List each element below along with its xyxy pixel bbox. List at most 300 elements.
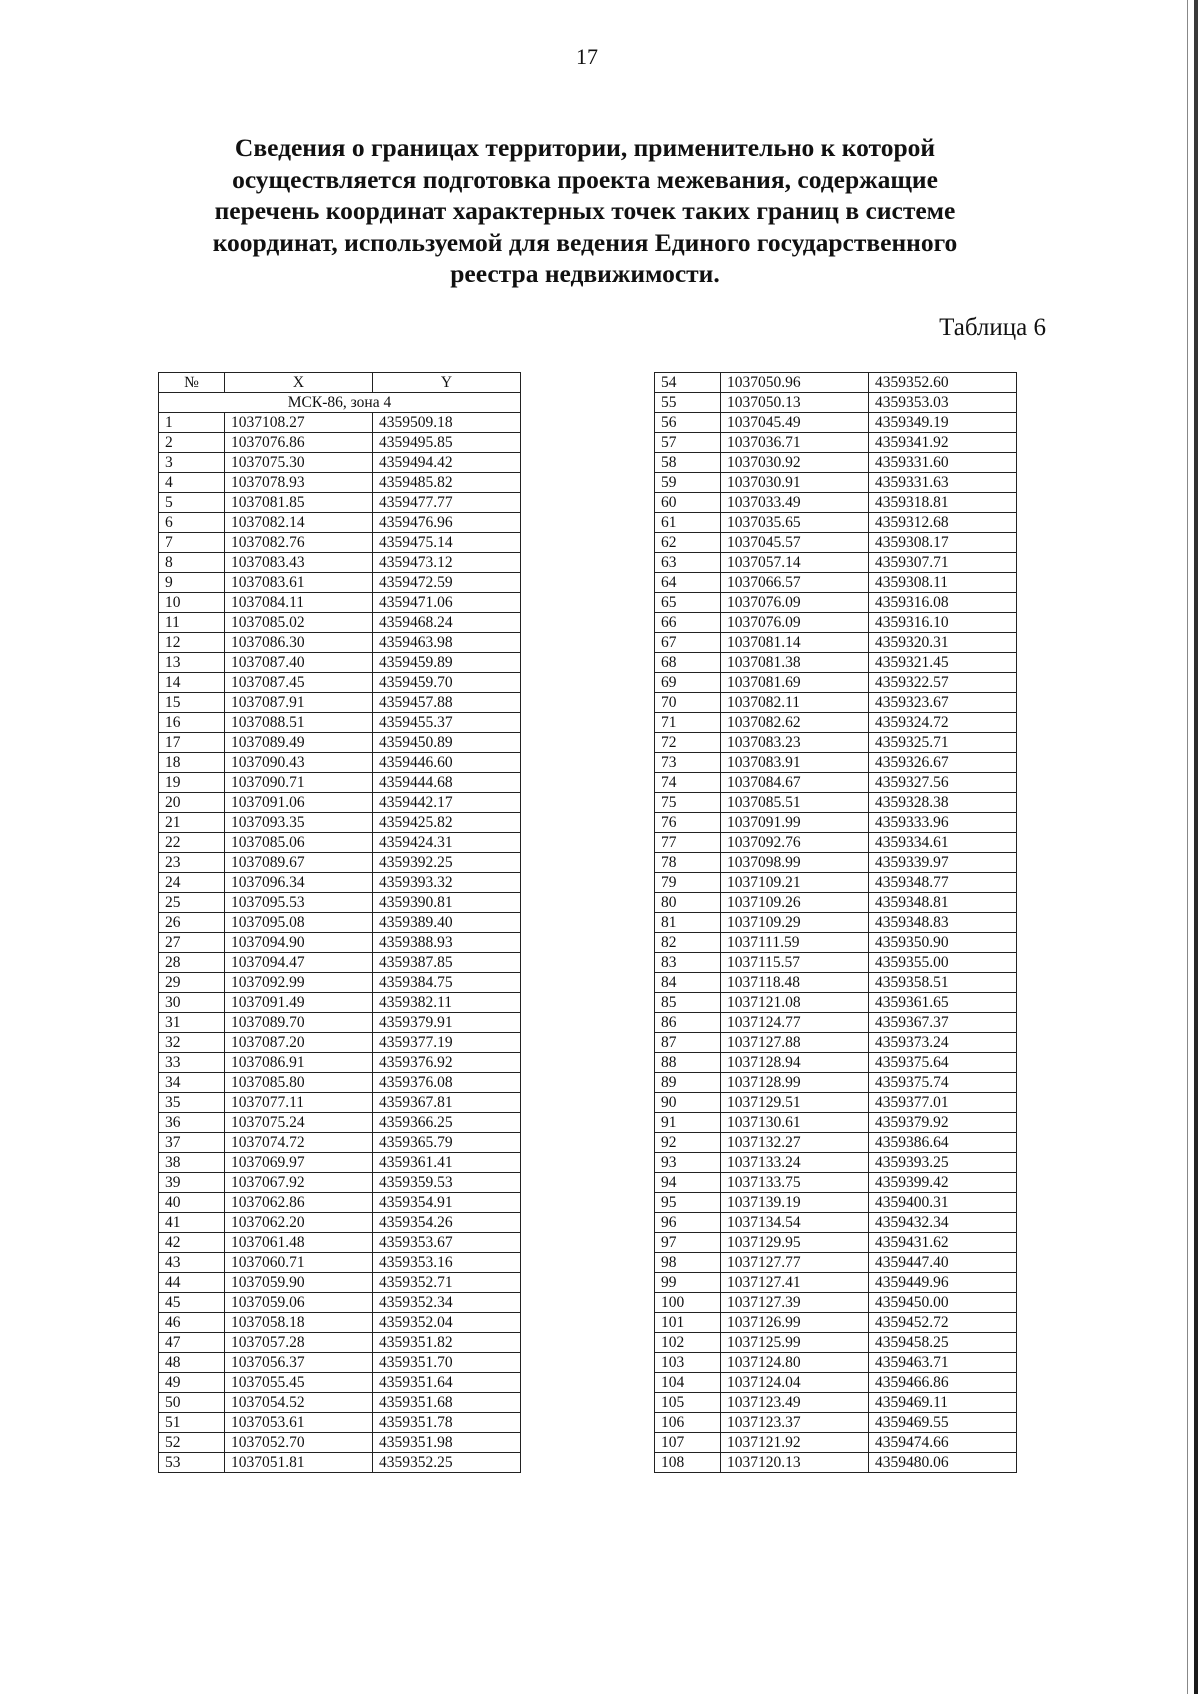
table-row — [159, 1073, 521, 1093]
table-row — [655, 973, 1017, 993]
point-number: 56 — [655, 413, 721, 433]
table-row — [655, 1013, 1017, 1033]
coord-x: 1037035.65 — [721, 513, 869, 533]
coord-y: 4359392.25 — [373, 853, 521, 873]
coordinates-table-right — [654, 372, 1017, 1473]
point-number: 54 — [655, 373, 721, 393]
coord-x: 1037053.61 — [225, 1413, 373, 1433]
coord-y: 4359450.89 — [373, 733, 521, 753]
point-number: 43 — [159, 1253, 225, 1273]
coord-x: 1037123.37 — [721, 1413, 869, 1433]
point-number: 31 — [159, 1013, 225, 1033]
point-number: 76 — [655, 813, 721, 833]
coord-x: 1037128.94 — [721, 1053, 869, 1073]
coord-y: 4359331.60 — [869, 453, 1017, 473]
table-row — [159, 1093, 521, 1113]
table-body-right — [655, 373, 1017, 1473]
table-row — [159, 1353, 521, 1373]
coord-y: 4359388.93 — [373, 933, 521, 953]
point-number: 46 — [159, 1313, 225, 1333]
coord-x: 1037092.99 — [225, 973, 373, 993]
coord-x: 1037058.18 — [225, 1313, 373, 1333]
coord-y: 4359458.25 — [869, 1333, 1017, 1353]
document-title — [150, 132, 1020, 290]
coord-x: 1037120.13 — [721, 1453, 869, 1473]
point-number: 95 — [655, 1193, 721, 1213]
point-number: 91 — [655, 1113, 721, 1133]
table-row — [159, 1213, 521, 1233]
point-number: 21 — [159, 813, 225, 833]
point-number: 16 — [159, 713, 225, 733]
coord-y: 4359328.38 — [869, 793, 1017, 813]
point-number: 4 — [159, 473, 225, 493]
coord-y: 4359459.89 — [373, 653, 521, 673]
table-row — [655, 653, 1017, 673]
point-number: 6 — [159, 513, 225, 533]
coord-x: 1037082.11 — [721, 693, 869, 713]
point-number: 72 — [655, 733, 721, 753]
coord-x: 1037076.09 — [721, 593, 869, 613]
coord-x: 1037030.92 — [721, 453, 869, 473]
point-number: 11 — [159, 613, 225, 633]
table-row — [159, 453, 521, 473]
scan-edge-line — [1187, 0, 1188, 1694]
coord-x: 1037086.30 — [225, 633, 373, 653]
coord-y: 4359331.63 — [869, 473, 1017, 493]
coord-y: 4359450.00 — [869, 1293, 1017, 1313]
point-number: 8 — [159, 553, 225, 573]
table-row — [159, 853, 521, 873]
header-y: Y — [373, 373, 521, 393]
table-row — [159, 793, 521, 813]
coord-x: 1037085.80 — [225, 1073, 373, 1093]
coord-x: 1037127.88 — [721, 1033, 869, 1053]
point-number: 100 — [655, 1293, 721, 1313]
point-number: 53 — [159, 1453, 225, 1473]
table-row — [159, 1233, 521, 1253]
point-number: 2 — [159, 433, 225, 453]
point-number: 64 — [655, 573, 721, 593]
coord-y: 4359471.06 — [373, 593, 521, 613]
point-number: 26 — [159, 913, 225, 933]
point-number: 88 — [655, 1053, 721, 1073]
table-row — [159, 1033, 521, 1053]
point-number: 66 — [655, 613, 721, 633]
coord-x: 1037090.71 — [225, 773, 373, 793]
table-row — [655, 473, 1017, 493]
table-row — [655, 1053, 1017, 1073]
coord-x: 1037084.67 — [721, 773, 869, 793]
point-number: 85 — [655, 993, 721, 1013]
coord-x: 1037121.92 — [721, 1433, 869, 1453]
coord-y: 4359361.41 — [373, 1153, 521, 1173]
coord-y: 4359324.72 — [869, 713, 1017, 733]
coord-y: 4359376.92 — [373, 1053, 521, 1073]
coord-y: 4359431.62 — [869, 1233, 1017, 1253]
coord-x: 1037127.41 — [721, 1273, 869, 1293]
coord-y: 4359352.71 — [373, 1273, 521, 1293]
table-row — [655, 593, 1017, 613]
coord-y: 4359353.16 — [373, 1253, 521, 1273]
coord-x: 1037124.80 — [721, 1353, 869, 1373]
table-row — [655, 1153, 1017, 1173]
point-number: 90 — [655, 1093, 721, 1113]
table-row — [159, 1333, 521, 1353]
coord-x: 1037133.75 — [721, 1173, 869, 1193]
coord-x: 1037130.61 — [721, 1113, 869, 1133]
point-number: 77 — [655, 833, 721, 853]
coord-x: 1037082.76 — [225, 533, 373, 553]
coord-x: 1037077.11 — [225, 1093, 373, 1113]
point-number: 89 — [655, 1073, 721, 1093]
coord-x: 1037091.99 — [721, 813, 869, 833]
coord-x: 1037139.19 — [721, 1193, 869, 1213]
point-number: 37 — [159, 1133, 225, 1153]
coord-x: 1037124.77 — [721, 1013, 869, 1033]
coord-x: 1037051.81 — [225, 1453, 373, 1473]
table-row — [159, 1453, 521, 1473]
coord-x: 1037132.27 — [721, 1133, 869, 1153]
coord-x: 1037128.99 — [721, 1073, 869, 1093]
point-number: 10 — [159, 593, 225, 613]
coord-x: 1037052.70 — [225, 1433, 373, 1453]
point-number: 73 — [655, 753, 721, 773]
table-row — [655, 753, 1017, 773]
table-row — [159, 573, 521, 593]
coord-y: 4359382.11 — [373, 993, 521, 1013]
coord-x: 1037085.51 — [721, 793, 869, 813]
coord-x: 1037090.43 — [225, 753, 373, 773]
table-row — [655, 1233, 1017, 1253]
table-row — [159, 1293, 521, 1313]
point-number: 92 — [655, 1133, 721, 1153]
coord-y: 4359468.24 — [373, 613, 521, 633]
coord-x: 1037134.54 — [721, 1213, 869, 1233]
coord-x: 1037109.26 — [721, 893, 869, 913]
coord-y: 4359323.67 — [869, 693, 1017, 713]
coord-x: 1037062.20 — [225, 1213, 373, 1233]
table-row — [655, 393, 1017, 413]
point-number: 68 — [655, 653, 721, 673]
coord-y: 4359339.97 — [869, 853, 1017, 873]
coord-x: 1037059.06 — [225, 1293, 373, 1313]
point-number: 17 — [159, 733, 225, 753]
coord-y: 4359447.40 — [869, 1253, 1017, 1273]
table-row — [655, 813, 1017, 833]
coord-x: 1037083.23 — [721, 733, 869, 753]
coord-x: 1037057.14 — [721, 553, 869, 573]
coord-y: 4359459.70 — [373, 673, 521, 693]
coord-y: 4359474.66 — [869, 1433, 1017, 1453]
point-number: 59 — [655, 473, 721, 493]
zone-row — [159, 393, 521, 413]
coord-x: 1037045.49 — [721, 413, 869, 433]
point-number: 94 — [655, 1173, 721, 1193]
table-row — [655, 433, 1017, 453]
coord-x: 1037087.40 — [225, 653, 373, 673]
coord-y: 4359351.82 — [373, 1333, 521, 1353]
coord-y: 4359353.67 — [373, 1233, 521, 1253]
coord-x: 1037095.53 — [225, 893, 373, 913]
table-row — [159, 673, 521, 693]
table-row — [655, 1373, 1017, 1393]
coord-x: 1037115.57 — [721, 953, 869, 973]
coord-y: 4359472.59 — [373, 573, 521, 593]
coord-x: 1037067.92 — [225, 1173, 373, 1193]
coord-x: 1037126.99 — [721, 1313, 869, 1333]
table-row — [159, 653, 521, 673]
coord-x: 1037089.70 — [225, 1013, 373, 1033]
coord-y: 4359452.72 — [869, 1313, 1017, 1333]
table-row — [159, 613, 521, 633]
coord-x: 1037083.61 — [225, 573, 373, 593]
coord-y: 4359321.45 — [869, 653, 1017, 673]
coord-y: 4359308.11 — [869, 573, 1017, 593]
point-number: 12 — [159, 633, 225, 653]
coord-x: 1037133.24 — [721, 1153, 869, 1173]
point-number: 97 — [655, 1233, 721, 1253]
point-number: 83 — [655, 953, 721, 973]
point-number: 28 — [159, 953, 225, 973]
coord-y: 4359348.81 — [869, 893, 1017, 913]
coord-x: 1037078.93 — [225, 473, 373, 493]
coord-y: 4359325.71 — [869, 733, 1017, 753]
coord-y: 4359463.98 — [373, 633, 521, 653]
table-row — [159, 1133, 521, 1153]
coord-y: 4359393.32 — [373, 873, 521, 893]
table-row — [655, 1393, 1017, 1413]
table-row — [655, 633, 1017, 653]
table-row — [159, 493, 521, 513]
coord-y: 4359384.75 — [373, 973, 521, 993]
coord-y: 4359495.85 — [373, 433, 521, 453]
coord-y: 4359389.40 — [373, 913, 521, 933]
coord-y: 4359469.55 — [869, 1413, 1017, 1433]
point-number: 14 — [159, 673, 225, 693]
coord-x: 1037054.52 — [225, 1393, 373, 1413]
point-number: 5 — [159, 493, 225, 513]
point-number: 106 — [655, 1413, 721, 1433]
point-number: 48 — [159, 1353, 225, 1373]
coord-y: 4359326.67 — [869, 753, 1017, 773]
coord-x: 1037056.37 — [225, 1353, 373, 1373]
point-number: 19 — [159, 773, 225, 793]
coord-x: 1037089.49 — [225, 733, 373, 753]
point-number: 80 — [655, 893, 721, 913]
coord-y: 4359494.42 — [373, 453, 521, 473]
coord-y: 4359390.81 — [373, 893, 521, 913]
point-number: 103 — [655, 1353, 721, 1373]
coord-y: 4359485.82 — [373, 473, 521, 493]
table-row — [159, 513, 521, 533]
point-number: 33 — [159, 1053, 225, 1073]
table-row — [655, 553, 1017, 573]
table-row — [655, 873, 1017, 893]
coord-y: 4359349.19 — [869, 413, 1017, 433]
point-number: 20 — [159, 793, 225, 813]
coord-x: 1037082.62 — [721, 713, 869, 733]
coord-y: 4359352.34 — [373, 1293, 521, 1313]
point-number: 34 — [159, 1073, 225, 1093]
table-row — [159, 1173, 521, 1193]
title-line: Сведения о границах территории, применительно к которой — [234, 133, 936, 162]
coord-y: 4359477.77 — [373, 493, 521, 513]
table-row — [159, 693, 521, 713]
coord-x: 1037050.96 — [721, 373, 869, 393]
table-row — [159, 873, 521, 893]
coord-y: 4359377.01 — [869, 1093, 1017, 1113]
coord-x: 1037091.06 — [225, 793, 373, 813]
table-row — [159, 813, 521, 833]
table-row — [655, 853, 1017, 873]
coord-x: 1037111.59 — [721, 933, 869, 953]
table-row — [159, 993, 521, 1013]
point-number: 74 — [655, 773, 721, 793]
table-row — [159, 1433, 521, 1453]
point-number: 105 — [655, 1393, 721, 1413]
coord-x: 1037059.90 — [225, 1273, 373, 1293]
point-number: 65 — [655, 593, 721, 613]
point-number: 78 — [655, 853, 721, 873]
coord-y: 4359376.08 — [373, 1073, 521, 1093]
table-row — [159, 1113, 521, 1133]
coord-y: 4359312.68 — [869, 513, 1017, 533]
table-row — [159, 1373, 521, 1393]
table-row — [655, 1173, 1017, 1193]
table-row — [655, 953, 1017, 973]
coord-y: 4359318.81 — [869, 493, 1017, 513]
table-row — [159, 1013, 521, 1033]
point-number: 47 — [159, 1333, 225, 1353]
point-number: 108 — [655, 1453, 721, 1473]
coord-x: 1037094.90 — [225, 933, 373, 953]
coord-y: 4359469.11 — [869, 1393, 1017, 1413]
title-line: реестра недвижимости. — [450, 259, 720, 288]
table-row — [655, 673, 1017, 693]
table-row — [159, 1273, 521, 1293]
table-row — [159, 553, 521, 573]
coord-y: 4359308.17 — [869, 533, 1017, 553]
coord-x: 1037062.86 — [225, 1193, 373, 1213]
point-number: 104 — [655, 1373, 721, 1393]
point-number: 86 — [655, 1013, 721, 1033]
point-number: 96 — [655, 1213, 721, 1233]
coord-x: 1037091.49 — [225, 993, 373, 1013]
table-row — [159, 433, 521, 453]
table-row — [159, 1153, 521, 1173]
coord-y: 4359473.12 — [373, 553, 521, 573]
table-row — [159, 413, 521, 433]
table-row — [655, 1353, 1017, 1373]
table-row — [159, 833, 521, 853]
coord-x: 1037045.57 — [721, 533, 869, 553]
scan-edge-shadow — [1194, 0, 1198, 1694]
coord-x: 1037089.67 — [225, 853, 373, 873]
point-number: 62 — [655, 533, 721, 553]
point-number: 38 — [159, 1153, 225, 1173]
table-row — [655, 1453, 1017, 1473]
point-number: 42 — [159, 1233, 225, 1253]
coord-y: 4359432.34 — [869, 1213, 1017, 1233]
coord-y: 4359351.64 — [373, 1373, 521, 1393]
coord-x: 1037087.20 — [225, 1033, 373, 1053]
coord-x: 1037092.76 — [721, 833, 869, 853]
coord-y: 4359393.25 — [869, 1153, 1017, 1173]
point-number: 84 — [655, 973, 721, 993]
coord-y: 4359446.60 — [373, 753, 521, 773]
table-row — [655, 1273, 1017, 1293]
coord-y: 4359352.60 — [869, 373, 1017, 393]
point-number: 23 — [159, 853, 225, 873]
coord-y: 4359307.71 — [869, 553, 1017, 573]
point-number: 67 — [655, 633, 721, 653]
coord-x: 1037127.39 — [721, 1293, 869, 1313]
coord-x: 1037121.08 — [721, 993, 869, 1013]
point-number: 102 — [655, 1333, 721, 1353]
coord-x: 1037033.49 — [721, 493, 869, 513]
point-number: 22 — [159, 833, 225, 853]
table-row — [159, 593, 521, 613]
point-number: 98 — [655, 1253, 721, 1273]
coord-x: 1037123.49 — [721, 1393, 869, 1413]
coord-y: 4359355.00 — [869, 953, 1017, 973]
table-row — [655, 693, 1017, 713]
coord-y: 4359387.85 — [373, 953, 521, 973]
point-number: 25 — [159, 893, 225, 913]
coord-x: 1037055.45 — [225, 1373, 373, 1393]
table-caption: Таблица 6 — [939, 314, 1046, 341]
coord-x: 1037076.09 — [721, 613, 869, 633]
coord-x: 1037069.97 — [225, 1153, 373, 1173]
coord-y: 4359424.31 — [373, 833, 521, 853]
coord-y: 4359480.06 — [869, 1453, 1017, 1473]
coord-x: 1037074.72 — [225, 1133, 373, 1153]
point-number: 57 — [655, 433, 721, 453]
point-number: 15 — [159, 693, 225, 713]
table-row — [159, 1193, 521, 1213]
point-number: 52 — [159, 1433, 225, 1453]
coord-x: 1037081.38 — [721, 653, 869, 673]
coord-y: 4359399.42 — [869, 1173, 1017, 1193]
table-row — [655, 453, 1017, 473]
table-row — [655, 1093, 1017, 1113]
coord-x: 1037083.43 — [225, 553, 373, 573]
header-number: № — [159, 373, 225, 393]
point-number: 9 — [159, 573, 225, 593]
table-row — [159, 733, 521, 753]
coord-y: 4359354.26 — [373, 1213, 521, 1233]
point-number: 30 — [159, 993, 225, 1013]
coord-x: 1037118.48 — [721, 973, 869, 993]
coord-x: 1037076.86 — [225, 433, 373, 453]
coord-x: 1037085.06 — [225, 833, 373, 853]
table-row — [655, 1433, 1017, 1453]
coord-y: 4359386.64 — [869, 1133, 1017, 1153]
point-number: 44 — [159, 1273, 225, 1293]
point-number: 60 — [655, 493, 721, 513]
table-row — [655, 1313, 1017, 1333]
point-number: 55 — [655, 393, 721, 413]
point-number: 49 — [159, 1373, 225, 1393]
point-number: 18 — [159, 753, 225, 773]
point-number: 82 — [655, 933, 721, 953]
point-number: 29 — [159, 973, 225, 993]
coord-y: 4359455.37 — [373, 713, 521, 733]
coord-x: 1037081.14 — [721, 633, 869, 653]
table-row — [655, 1033, 1017, 1053]
table-row — [655, 613, 1017, 633]
table-row — [159, 533, 521, 553]
